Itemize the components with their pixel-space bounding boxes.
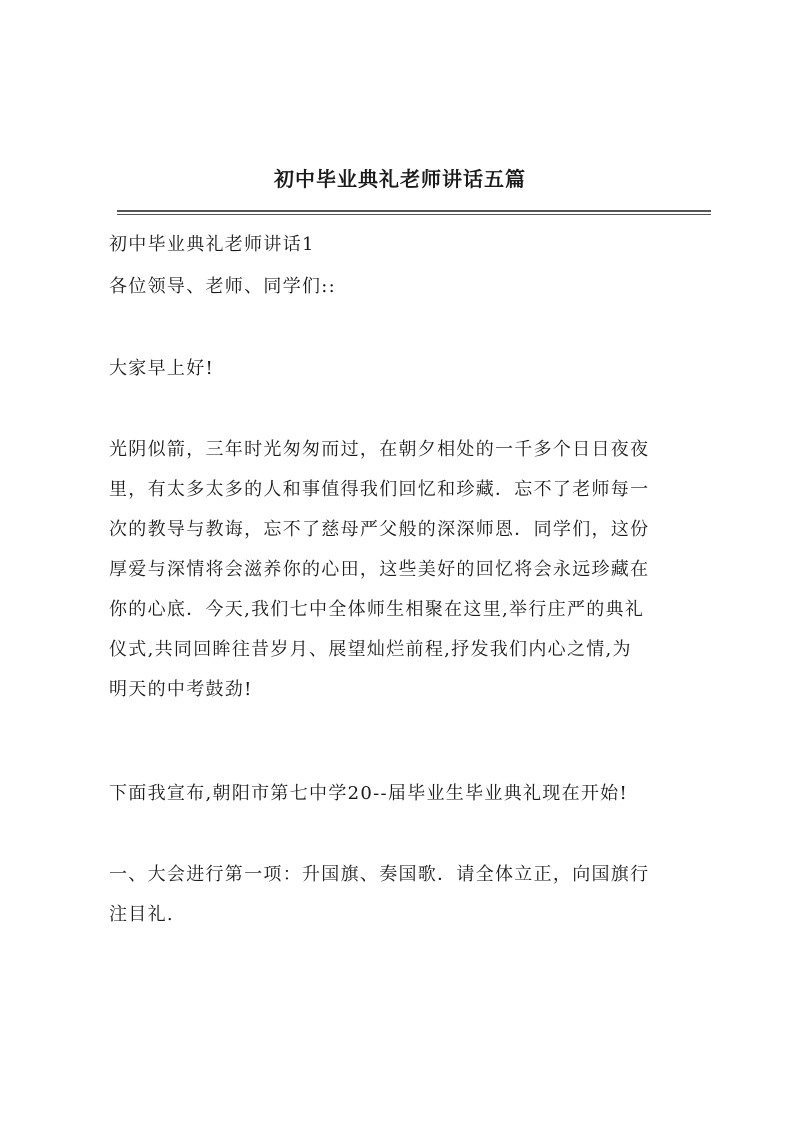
paragraph-line: 里，有太多太多的人和事值得我们回忆和珍藏．忘不了老师每一 — [109, 479, 650, 500]
paragraph-line: 厚爱与深情将会滋养你的心田，这些美好的回忆将会永远珍藏在 — [109, 559, 650, 580]
salutation: 各位领导、老师、同学们:: — [109, 276, 337, 297]
greeting: 大家早上好! — [109, 358, 215, 379]
paragraph-line: 次的教导与教诲，忘不了慈母严父般的深深师恩．同学们，这份 — [109, 519, 650, 540]
document-title: 初中毕业典礼老师讲话五篇 — [274, 167, 526, 191]
speech-subtitle: 初中毕业典礼老师讲话1 — [109, 234, 315, 255]
paragraph-line: 你的心底．今天,我们七中全体师生相聚在这里,举行庄严的典礼 — [109, 599, 645, 620]
paragraph-line: 明天的中考鼓劲! — [109, 679, 253, 700]
title-divider-thin — [117, 214, 711, 215]
paragraph-line: 光阴似箭，三年时光匆匆而过，在朝夕相处的一千多个日日夜夜 — [109, 439, 650, 460]
announcement: 下面我宣布,朝阳市第七中学20--届毕业生毕业典礼现在开始! — [109, 783, 629, 804]
title-divider — [117, 210, 711, 212]
agenda-line: 注目礼. — [109, 904, 174, 925]
paragraph-line: 仪式,共同回眸往昔岁月、展望灿烂前程,抒发我们内心之情,为 — [109, 639, 632, 660]
agenda-line: 一、大会进行第一项：升国旗、奏国歌．请全体立正，向国旗行 — [109, 864, 650, 885]
